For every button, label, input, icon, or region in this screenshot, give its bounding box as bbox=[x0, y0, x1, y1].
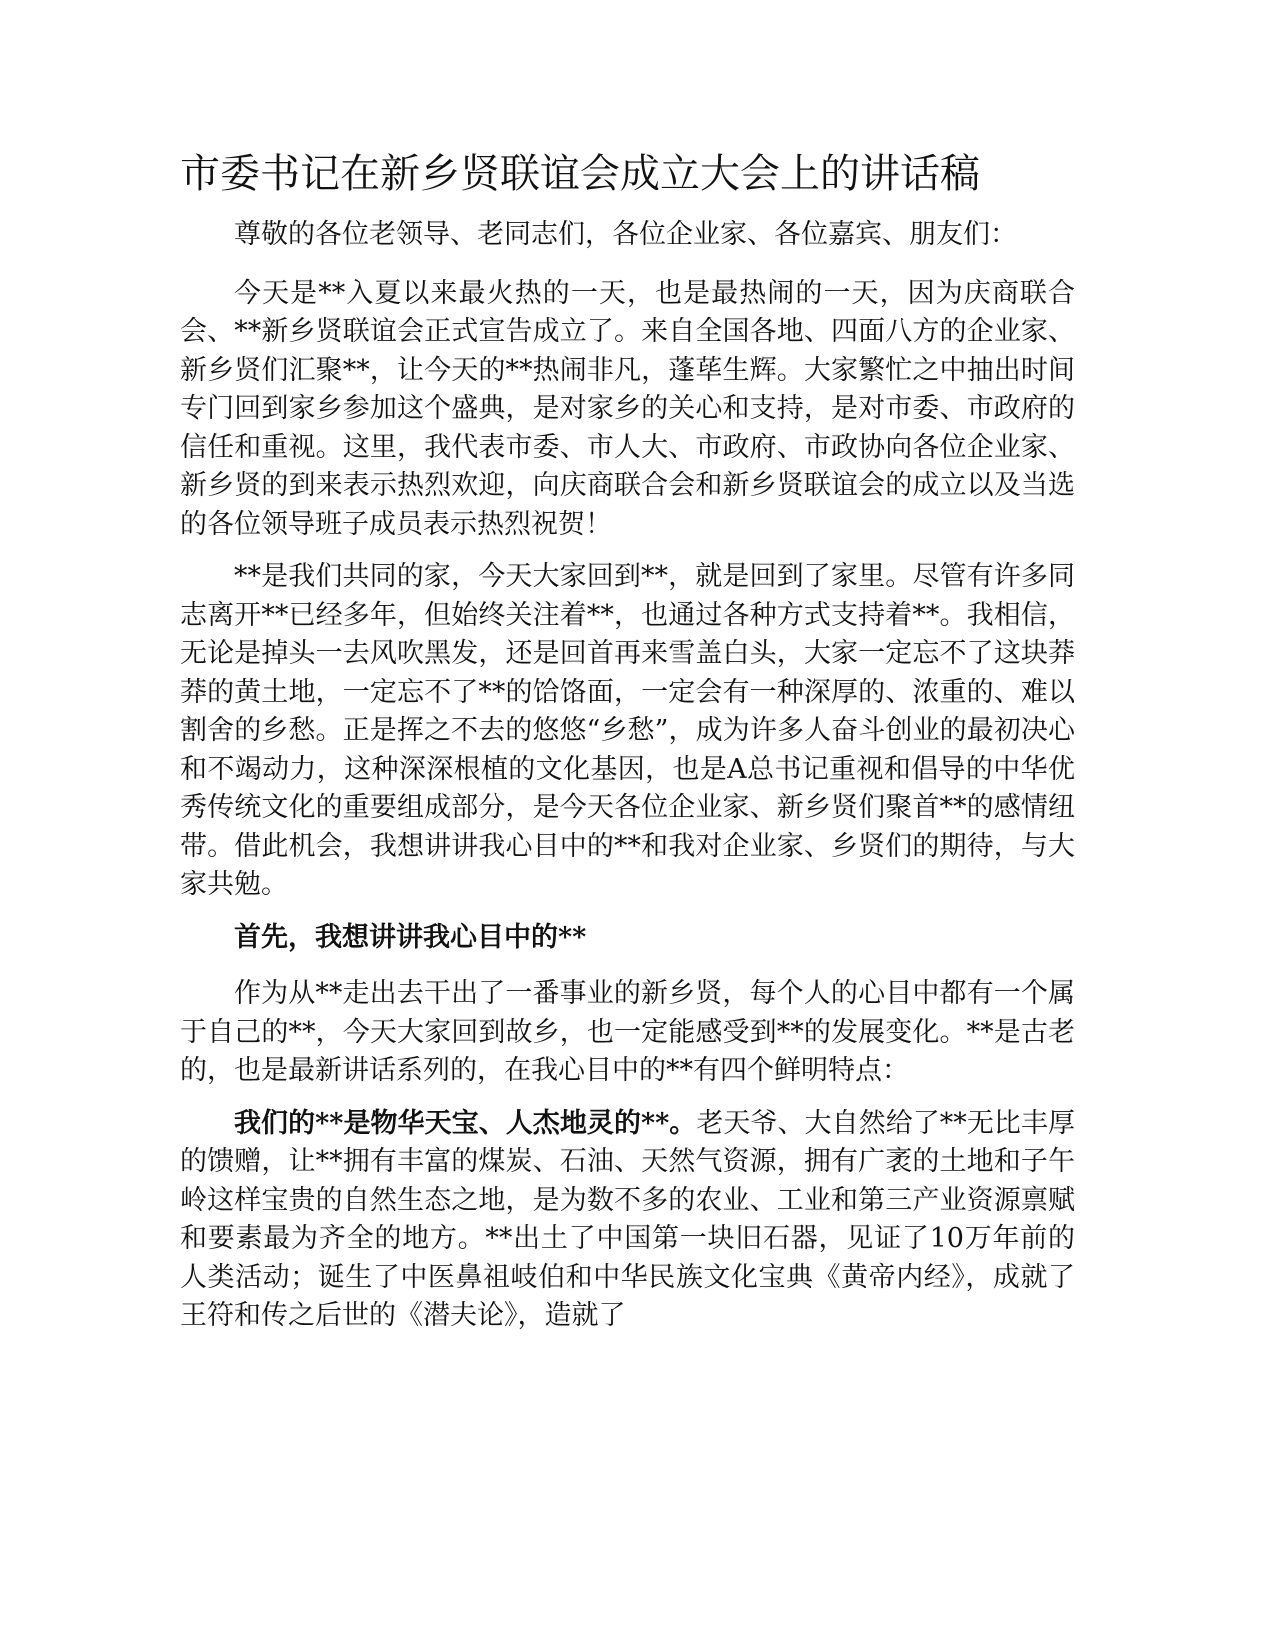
section-heading: 首先，我想讲讲我心目中的** bbox=[234, 921, 587, 953]
document-title: 市委书记在新乡贤联谊会成立大会上的讲话稿 bbox=[180, 151, 980, 197]
point-1-paragraph bbox=[180, 1105, 1075, 1336]
body-paragraph-1: 今天是**入夏以来最火热的一天，也是最热闹的一天，因为庆商联合会、**新乡贤联谊会正式宣告成立了。来自全国各地、四面八方的企业家、新乡贤们汇聚**，让今天的**热闹非凡，蓬荜生辉。大家繁忙之中抽出时间专门回到家乡参加这个盛典，是对家乡的关心和支持，是对市委、市政府的信任和重视。这里，我代表市委、市人大、市政府、市政协向各位企业家、新乡贤的到来表示热烈欢迎，向庆商联合会和新乡贤联谊会的成立以及当选的各位领导班子成员表示热烈祝贺！ bbox=[180, 277, 1075, 540]
salutation-paragraph: 尊敬的各位老领导、老同志们，各位企业家、各位嘉宾、朋友们： bbox=[234, 219, 1017, 250]
document-page bbox=[180, 148, 1075, 1350]
point-1-body: 老天爷、大自然给了**无比丰厚的馈赠，让**拥有丰富的煤炭、石油、天然气资源，拥有广袤的土地和子午岭这样宝贵的自然生态之地，是为数不多的农业、工业和第三产业资源禀赋和要素最为齐全的地方。**出土了中国第一块旧石器，见证了10万年前的人类活动；诞生了中医鼻祖岐伯和中华民族文化宝典《黄帝内经》，成就了王符和传之后世的《潜夫论》，造就了 bbox=[180, 1107, 1076, 1331]
point-1-lead: 我们的**是物华天宝、人杰地灵的**。 bbox=[234, 1107, 697, 1139]
section-paragraph: 作为从**走出去干出了一番事业的新乡贤，每个人的心目中都有一个属于自己的**，今天大家回到故乡，也一定能感受到**的发展变化。**是古老的，也是最新讲话系列的，在我心目中的**有四个鲜明特点： bbox=[180, 978, 1075, 1086]
body-paragraph-2: **是我们共同的家，今天大家回到**，就是回到了家里。尽管有许多同志离开**已经多年，但始终关注着**，也通过各种方式支持着**。我相信，无论是掉头一去风吹黑发，还是回首再来雪盖白头，大家一定忘不了这块莽莽的黄土地，一定忘不了**的饸饹面，一定会有一种深厚的、浓重的、难以割舍的乡愁。正是挥之不去的悠悠“乡愁”，成为许多人奋斗创业的最初决心和不竭动力，这种深深根植的文化基因，也是A总书记重视和倡导的中华优秀传统文化的重要组成部分，是今天各位企业家、新乡贤们聚首**的感情纽带。借此机会，我想讲讲我心目中的**和我对企业家、乡贤们的期待，与大家共勉。 bbox=[180, 561, 1075, 900]
